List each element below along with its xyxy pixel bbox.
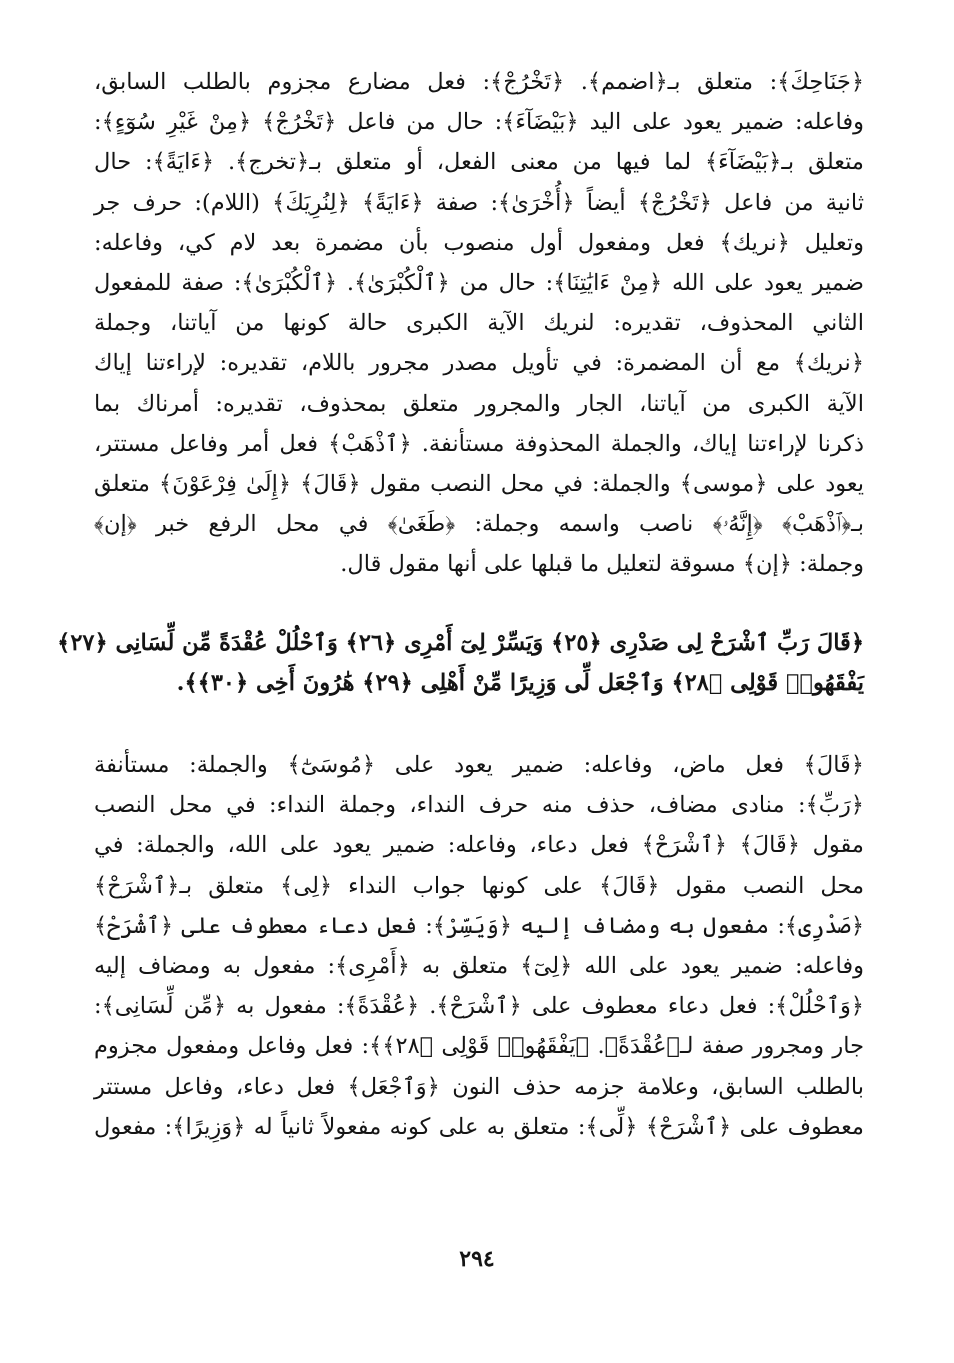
text-line: وفاعله: ضمير يعود على الله ﴿لِىٓ﴾ متعلق به ﴿أَمْرِى﴾: مفعول به ومضاف إليه [94,953,864,980]
text-line: الثاني المحذوف، تقديره: لنريك الآية الكبرى حالة كونها من آياتنا، وجملة [94,310,864,337]
text-line: ﴿جَنَاحِكَ﴾: متعلق بـ﴿اضمم﴾. ﴿تَخْرُجْ﴾: فعل مضارع مجزوم بالطلب السابق، [94,69,864,95]
paragraph-grammar-analysis-1 [94,62,864,585]
text-line: ﴿نريك﴾ مع أن المضمرة: في تأويل مصدر مجرور باللام، تقديره: لإراءتنا إياك [94,350,864,377]
text-line: ﴿رَبِّ﴾: منادى مضاف، حذف منه حرف النداء، وجملة النداء: في محل النصب [94,792,864,819]
text-line: وفاعله: ضمير يعود على اليد ﴿بَيْضَآءَ﴾: حال من فاعل ﴿تَخْرُجْ﴾ ﴿مِنْ غَيْرِ سُوٓءٍ﴾: [94,109,864,136]
text-line: الآية الكبرى من آياتنا، الجار والمجرور متعلق بمحذوف، تقديره: أمرناك بما [94,390,864,417]
text-line: ذكرنا لإراءتنا إياك، والجملة المحذوفة مستأنفة. ﴿ٱذْهَبْ﴾ فعل أمر وفاعل مستتر، [94,430,864,457]
paragraph-spacer [94,703,864,745]
text-line: بـ﴿ٱذْهَبْ﴾ ﴿إِنَّهُۥ﴾ ناصب واسمه وجملة: ﴿طَغَىٰ﴾ في محل الرفع خبر ﴿إن﴾ [94,511,864,538]
paragraph-spacer [94,585,864,623]
text-line: ﴿وَٱحْلُلْ﴾: فعل دعاء معطوف على ﴿ٱشْرَحْ﴾. ﴿عُقْدَةً﴾: مفعول به ﴿مِّن لِّسَانِى﴾: [94,993,864,1020]
text-line: بالطلب السابق، وعلامة جزمه حذف النون ﴿وَٱجْعَل﴾ فعل دعاء، وفاعل مستتر [94,1073,864,1100]
paragraph-grammar-analysis-2 [94,745,864,1147]
text-line: وجملة: ﴿إن﴾ مسوقة لتعليل ما قبلها على أنها مقول قال. [340,551,864,578]
text-line: ﴿صَدْرِى﴾: مفعول به ومضاف إليه ﴿وَيَسِّرْ﴾: فعل دعاء معطوف على ﴿ٱشْرَحْ﴾ [94,912,864,939]
text-line: محل النصب مقول ﴿قَالَ﴾ على كونها جواب النداء ﴿لِى﴾ متعلق بـ﴿ٱشْرَحْ﴾ [94,872,864,899]
text-line: ﴿قَالَ﴾ فعل ماض، وفاعله: ضمير يعود على ﴿مُوسَىٰٓ﴾ والجملة: مستأنفة [94,752,864,779]
text-line: معطوف على ﴿ٱشْرَحْ﴾ ﴿لِّى﴾: متعلق به على كونه مفعولاً ثانياً له ﴿وَزِيرًا﴾: مفعول [94,1113,864,1140]
text-line: ثانية من فاعل ﴿تَخْرُجْ﴾ أيضاً ﴿أُخْرَىٰ﴾: صفة ﴿ءَايَةً﴾ ﴿لِنُرِيَكَ﴾ (اللام): حرف جر [94,189,864,216]
text-line: متعلق بـ﴿بَيْضَآءَ﴾ لما فيها من معنى الفعل، أو متعلق بـ﴿تخرج﴾. ﴿ءَايَةً﴾: حال [94,149,864,176]
text-line: ضمير يعود على الله ﴿مِنْ ءَايَٰتِنَا﴾: حال من ﴿ٱلْكُبْرَىٰ﴾. ﴿ٱلْكُبْرَىٰ﴾: صفة للمفعول [94,270,864,297]
text-line: يعود على ﴿موسى﴾ والجملة: في محل النصب مقول ﴿قَالَ﴾ ﴿إِلَىٰ فِرْعَوْنَ﴾ متعلق [94,471,864,498]
verse-line: يَفْقَهُوا۟ قَوْلِى ﴿٢٨﴾ وَٱجْعَل لِّى وَزِيرًا مِّنْ أَهْلِى ﴿٢٩﴾ هَٰرُونَ أَخِى ﴿٣٠﴾﴾. [176,669,864,696]
text-line: جار ومجرور صفة لـ﴿عُقْدَةً﴾. ﴿يَفْقَهُوا۟ قَوْلِى ﴿٢٨﴾﴾: فعل وفاعل ومفعول مجزوم [94,1033,864,1060]
page-number: ٢٩٤ [459,1246,495,1272]
verse-line: ﴿قَالَ رَبِّ ٱشْرَحْ لِى صَدْرِى ﴿٢٥﴾ وَيَسِّرْ لِىٓ أَمْرِى ﴿٢٦﴾ وَٱحْلُلْ عُقْدَةً مِّن لِّسَانِى ﴿٢٧﴾ [57,629,864,656]
text-line: مقول ﴿قَالَ﴾ ﴿ٱشْرَحْ﴾ فعل دعاء، وفاعله: ضمير يعود على الله، والجملة: في [94,832,864,859]
quran-verse-block [57,623,864,703]
text-line: وتعليل ﴿نريك﴾ فعل ومفعول أول منصوب بأن مضمرة بعد لام كي، وفاعله: [94,229,864,256]
